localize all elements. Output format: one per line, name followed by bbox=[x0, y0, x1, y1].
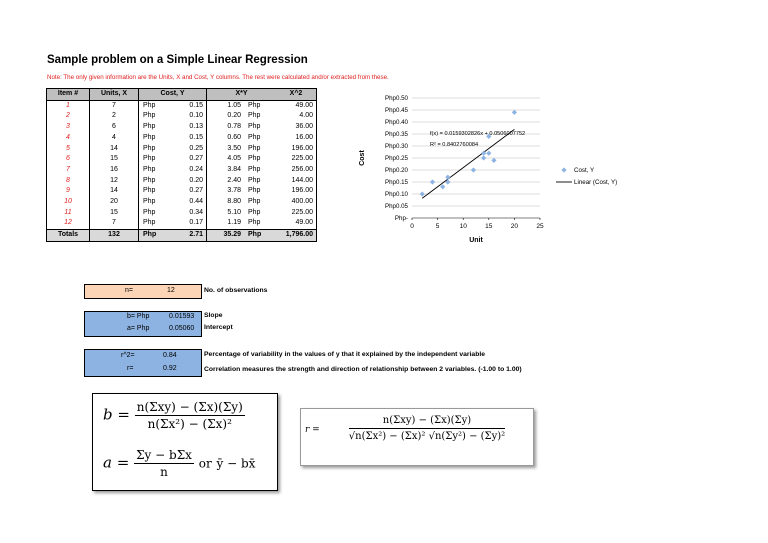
row-x2: 16.00 bbox=[276, 133, 317, 144]
row-x2: 225.00 bbox=[276, 208, 317, 219]
page-title: Sample problem on a Simple Linear Regression bbox=[47, 54, 308, 66]
data-table bbox=[46, 88, 317, 242]
y-tick-label: Php0.15 bbox=[384, 179, 408, 187]
row-x2-currency: Php bbox=[248, 208, 261, 216]
data-point bbox=[471, 167, 476, 172]
row-item: 2 bbox=[47, 111, 90, 122]
b-desc: Slope bbox=[204, 312, 223, 319]
row-cost-currency: Php bbox=[139, 122, 174, 133]
row-item: 11 bbox=[47, 208, 90, 219]
row-x2-currency: Php bbox=[248, 144, 261, 152]
row-item: 9 bbox=[47, 186, 90, 197]
n-value: 12 bbox=[167, 287, 175, 294]
row-xy: 2.40 bbox=[207, 176, 245, 187]
row-xy: 1.05 bbox=[207, 100, 245, 111]
x-tick-label: 0 bbox=[410, 223, 414, 230]
row-xy: 3.84 bbox=[207, 165, 245, 176]
x-tick-label: 10 bbox=[459, 223, 467, 230]
row-x2: 49.00 bbox=[276, 218, 317, 229]
totals-x2: 1,796.00 bbox=[276, 230, 317, 242]
row-item: 7 bbox=[47, 165, 90, 176]
r-desc: Correlation measures the strength and direction of relationship between 2 variables. (-1.00 to 1.00) bbox=[204, 366, 522, 373]
x-axis-label: Unit bbox=[469, 237, 483, 244]
legend-label-linear: Linear (Cost, Y) bbox=[574, 179, 618, 187]
trendline-equation: f(x) = 0.0159302826x + 0.0506007752 bbox=[430, 131, 526, 138]
row-cost: 0.13 bbox=[189, 123, 203, 131]
row-item: 5 bbox=[47, 144, 90, 155]
b-value: 0.01593 bbox=[169, 313, 195, 320]
row-xy: 0.78 bbox=[207, 122, 245, 133]
row-units: 6 bbox=[90, 122, 139, 133]
table-row bbox=[47, 165, 317, 176]
header-units: Units, X bbox=[90, 89, 139, 101]
row-cost: 0.15 bbox=[189, 133, 203, 141]
header-x2: X^2 bbox=[276, 89, 317, 101]
row-cost-currency: Php bbox=[139, 144, 174, 155]
data-point bbox=[512, 110, 517, 115]
row-cost-currency: Php bbox=[139, 218, 174, 229]
data-point bbox=[420, 191, 425, 196]
data-point bbox=[440, 184, 445, 189]
totals-label: Totals bbox=[47, 230, 90, 242]
header-cost: Cost, Y bbox=[139, 89, 207, 101]
row-x2-currency: Php bbox=[248, 123, 261, 131]
r-value: 0.92 bbox=[163, 365, 177, 372]
row-cost-currency: Php bbox=[139, 208, 174, 219]
y-tick-label: Php0.35 bbox=[384, 131, 408, 139]
x-tick-label: 25 bbox=[536, 223, 544, 230]
row-x2-currency: Php bbox=[248, 165, 261, 173]
table-row bbox=[47, 111, 317, 122]
data-point bbox=[481, 155, 486, 160]
row-x2-currency: Php bbox=[248, 187, 261, 195]
a-numerator: Σy − bΣx bbox=[136, 448, 192, 462]
table-row bbox=[47, 144, 317, 155]
legend-marker-cost bbox=[561, 167, 566, 172]
header-xy: X*Y bbox=[207, 89, 277, 101]
table-row bbox=[47, 176, 317, 187]
x-tick-label: 20 bbox=[510, 223, 519, 230]
row-cost: 0.27 bbox=[189, 155, 203, 163]
row-units: 2 bbox=[90, 111, 139, 122]
totals-xy: 35.29 bbox=[207, 230, 245, 242]
table-row bbox=[47, 122, 317, 133]
table-row bbox=[47, 100, 317, 111]
row-x2-currency: Php bbox=[248, 219, 261, 227]
b-symbol: b bbox=[103, 405, 113, 424]
row-units: 14 bbox=[90, 144, 139, 155]
row-cost-currency: Php bbox=[139, 165, 174, 176]
row-x2-currency: Php bbox=[248, 198, 261, 206]
row-x2-currency: Php bbox=[248, 155, 261, 163]
y-tick-label: Php0.25 bbox=[384, 155, 408, 163]
row-cost-currency: Php bbox=[139, 197, 174, 208]
data-point bbox=[445, 175, 450, 180]
r-label: r= bbox=[127, 365, 134, 372]
trendline bbox=[422, 129, 514, 198]
row-item: 4 bbox=[47, 133, 90, 144]
r-symbol: r bbox=[305, 425, 310, 435]
b-numerator: n(Σxy) − (Σx)(Σy) bbox=[136, 400, 243, 414]
x-tick-label: 5 bbox=[435, 223, 440, 230]
row-x2-currency: Php bbox=[248, 112, 261, 120]
table-header-row bbox=[47, 89, 317, 101]
row-units: 16 bbox=[90, 165, 139, 176]
n-desc: No. of observations bbox=[204, 287, 268, 294]
a-value: 0.05060 bbox=[169, 325, 195, 332]
row-x2-currency: Php bbox=[248, 101, 261, 109]
row-units: 14 bbox=[90, 186, 139, 197]
row-cost-currency: Php bbox=[139, 111, 174, 122]
row-units: 20 bbox=[90, 197, 139, 208]
row-units: 7 bbox=[90, 218, 139, 229]
r2-desc: Percentage of variability in the values of y that it explained by the independent variable bbox=[204, 351, 486, 358]
totals-cost-currency: Php bbox=[139, 230, 174, 242]
row-x2: 400.00 bbox=[276, 197, 317, 208]
row-units: 7 bbox=[90, 100, 139, 111]
x-tick-label: 15 bbox=[485, 223, 493, 230]
a-symbol: a bbox=[103, 453, 112, 472]
row-xy: 0.60 bbox=[207, 133, 245, 144]
row-xy: 1.19 bbox=[207, 218, 245, 229]
a-denominator: n bbox=[160, 465, 168, 479]
row-cost: 0.24 bbox=[189, 165, 203, 173]
row-cost-currency: Php bbox=[139, 100, 174, 111]
y-tick-label: Php- bbox=[394, 215, 408, 223]
header-item: Item # bbox=[47, 89, 90, 101]
row-xy: 0.20 bbox=[207, 111, 245, 122]
row-xy: 3.78 bbox=[207, 186, 245, 197]
row-cost: 0.17 bbox=[189, 219, 203, 227]
table-row bbox=[47, 154, 317, 165]
row-cost: 0.34 bbox=[189, 208, 203, 216]
b-denominator: n(Σx²) − (Σx)² bbox=[147, 417, 232, 431]
row-item: 6 bbox=[47, 154, 90, 165]
row-x2: 196.00 bbox=[276, 186, 317, 197]
r2-label: r^2= bbox=[121, 352, 135, 359]
table-row bbox=[47, 208, 317, 219]
row-x2: 225.00 bbox=[276, 154, 317, 165]
totals-units: 132 bbox=[90, 230, 139, 242]
r-squared-label: R² = 0.8402760084 bbox=[430, 142, 479, 148]
correlation-formula: r = $\frac{\text{n(Σxy) − (Σx)(Σy)}}{\text{√n(Σx²) − (Σx)² √n(Σy²) − (Σy)²}}$ bbox=[300, 408, 534, 466]
totals-x2-currency: Php bbox=[244, 230, 276, 242]
row-x2: 196.00 bbox=[276, 144, 317, 155]
row-units: 15 bbox=[90, 154, 139, 165]
n-box bbox=[84, 284, 202, 299]
table-row bbox=[47, 197, 317, 208]
row-item: 12 bbox=[47, 218, 90, 229]
y-tick-label: Php0.30 bbox=[384, 143, 408, 151]
data-point bbox=[430, 179, 435, 184]
row-units: 4 bbox=[90, 133, 139, 144]
data-point bbox=[486, 151, 491, 156]
row-cost-currency: Php bbox=[139, 186, 174, 197]
table-row bbox=[47, 186, 317, 197]
row-cost: 0.20 bbox=[189, 176, 203, 184]
y-tick-label: Php0.45 bbox=[384, 107, 408, 115]
row-xy: 4.05 bbox=[207, 154, 245, 165]
correlation-box bbox=[84, 349, 202, 377]
row-cost: 0.44 bbox=[189, 198, 203, 206]
row-x2-currency: Php bbox=[248, 133, 261, 141]
row-x2: 49.00 bbox=[276, 100, 317, 111]
a-desc: Intercept bbox=[204, 324, 233, 331]
y-axis-label: Cost bbox=[359, 150, 366, 166]
row-x2: 4.00 bbox=[276, 111, 317, 122]
row-units: 12 bbox=[90, 176, 139, 187]
note-text: Note: The only given information are the Units, X and Cost, Y columns. The rest were calculated and/or extracted from these. bbox=[47, 74, 389, 81]
y-tick-label: Php0.10 bbox=[384, 191, 408, 199]
slope-intercept-formula: b = $\frac{\text{n(Σxy) − (Σx)(Σy)}}{\text{n(Σx²) − (Σx)²}}$ a = $\frac{\text{Σy − bΣx}}{n}$ or ȳ − bx̄ bbox=[92, 393, 278, 491]
row-cost: 0.25 bbox=[189, 144, 203, 152]
y-tick-label: Php0.50 bbox=[384, 95, 408, 103]
legend-label-cost: Cost, Y bbox=[574, 167, 595, 175]
regression-chart bbox=[352, 90, 642, 260]
a-alt: ȳ − bx̄ bbox=[216, 456, 256, 471]
row-item: 3 bbox=[47, 122, 90, 133]
row-xy: 3.50 bbox=[207, 144, 245, 155]
row-x2: 144.00 bbox=[276, 176, 317, 187]
row-cost-currency: Php bbox=[139, 133, 174, 144]
row-xy: 8.80 bbox=[207, 197, 245, 208]
row-xy: 5.10 bbox=[207, 208, 245, 219]
row-cost-currency: Php bbox=[139, 176, 174, 187]
row-cost-currency: Php bbox=[139, 154, 174, 165]
row-cost: 0.27 bbox=[189, 187, 203, 195]
totals-row bbox=[47, 230, 317, 242]
a-or: or bbox=[198, 456, 212, 471]
table-row bbox=[47, 218, 317, 229]
row-x2-currency: Php bbox=[248, 176, 261, 184]
totals-cost: 2.71 bbox=[173, 230, 207, 242]
y-tick-label: Php0.40 bbox=[384, 119, 408, 127]
n-label: n= bbox=[125, 287, 133, 294]
row-item: 8 bbox=[47, 176, 90, 187]
r2-value: 0.84 bbox=[163, 352, 177, 359]
coefficients-box bbox=[84, 311, 202, 337]
r-numerator: n(Σxy) − (Σx)(Σy) bbox=[349, 415, 505, 429]
row-item: 10 bbox=[47, 197, 90, 208]
r-denominator: √n(Σx²) − (Σx)² √n(Σy²) − (Σy)² bbox=[348, 431, 506, 442]
row-units: 15 bbox=[90, 208, 139, 219]
y-tick-label: Php0.05 bbox=[384, 203, 408, 211]
row-item: 1 bbox=[47, 100, 90, 111]
row-cost: 0.10 bbox=[189, 112, 203, 120]
data-point bbox=[491, 158, 496, 163]
a-label: a= Php bbox=[127, 325, 150, 332]
row-cost: 0.15 bbox=[189, 101, 203, 109]
b-label: b= Php bbox=[127, 313, 150, 320]
table-row bbox=[47, 133, 317, 144]
y-tick-label: Php0.20 bbox=[384, 167, 408, 175]
row-x2: 36.00 bbox=[276, 122, 317, 133]
row-x2: 256.00 bbox=[276, 165, 317, 176]
